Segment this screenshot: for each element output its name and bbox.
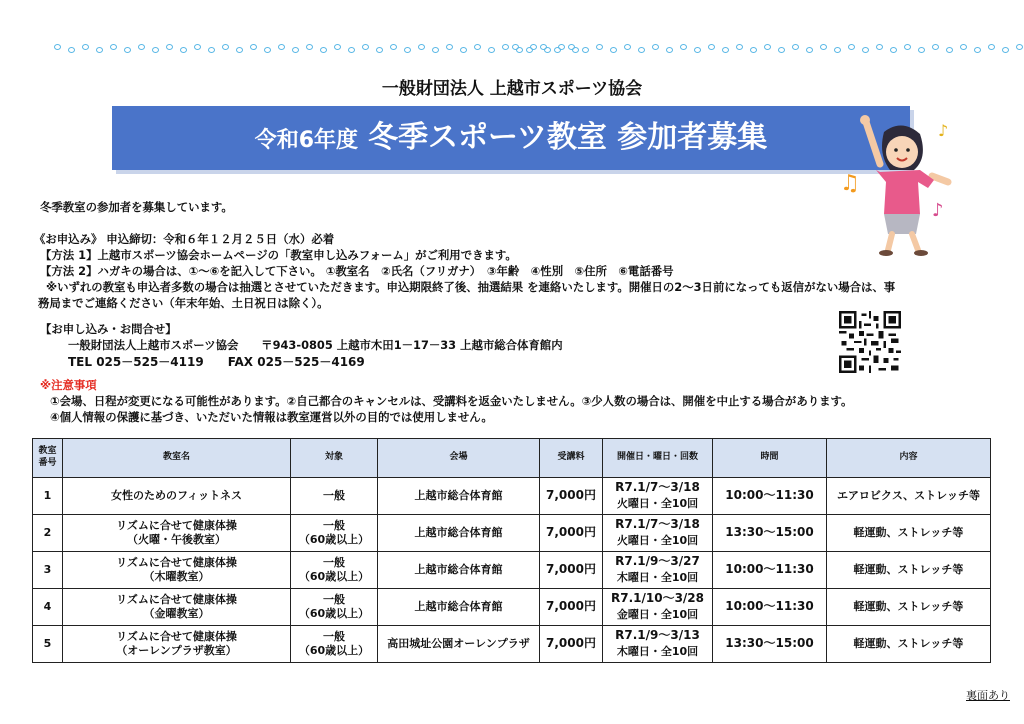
cell-venue: 上越市総合体育館 — [378, 478, 540, 515]
cell-target: 一般 （60歳以上） — [291, 552, 378, 589]
decorative-dot — [764, 44, 771, 50]
decorative-dot — [1016, 44, 1023, 50]
decorative-dot — [820, 44, 827, 50]
notice-line-1: ①会場、日程が変更になる可能性があります。②自己都合のキャンセルは、受講料を返金いたしません。③少人数の場合は、開催を中止する場合があります。 — [50, 394, 853, 408]
decorative-dot — [474, 44, 481, 50]
lottery-note-line-2: 務局までご連絡ください（年末年始、土日祝日は除く）。 — [38, 296, 329, 310]
dot-border-left — [54, 40, 579, 54]
cell-time: 10:00～11:30 — [713, 478, 827, 515]
decorative-dot — [932, 44, 939, 50]
decorative-dot — [526, 47, 533, 53]
decorative-dot — [694, 47, 701, 53]
decorative-dot — [512, 44, 519, 50]
decorative-dot — [124, 47, 131, 53]
cell-venue: 上越市総合体育館 — [378, 589, 540, 626]
header-content: 内容 — [827, 439, 991, 478]
music-note-icon: ♪ — [932, 200, 944, 221]
notice-line-2: ④個人情報の保護に基づき、いただいた情報は教室運営以外の目的では使用しません。 — [50, 410, 493, 424]
lottery-note-line-1: ※いずれの教室も申込者多数の場合は抽選とさせていただきます。申込期限終了後、抽選結果 を連絡いたします。開催日の2～3日前になっても返信がない場合は、事 — [46, 280, 896, 294]
cell-class-name: リズムに合せて健康体操 （金曜教室） — [63, 589, 291, 626]
decorative-dot — [778, 47, 785, 53]
decorative-dot — [1002, 47, 1009, 53]
cell-fee: 7,000円 — [540, 626, 603, 663]
cell-content: 軽運動、ストレッチ等 — [827, 515, 991, 552]
decorative-dot — [54, 44, 61, 50]
music-note-icon: ♪ — [938, 121, 949, 140]
class-schedule-table — [32, 438, 991, 663]
decorative-dot — [488, 47, 495, 53]
decorative-dot — [96, 47, 103, 53]
decorative-dot — [736, 44, 743, 50]
decorative-dot — [264, 47, 271, 53]
decorative-dot — [848, 44, 855, 50]
contact-address: 一般財団法人上越市スポーツ協会 〒943-0805 上越市木田1－17－33 上越市総合体育館内 — [68, 338, 563, 352]
decorative-dot — [194, 44, 201, 50]
cell-target: 一般 （60歳以上） — [291, 626, 378, 663]
cell-fee: 7,000円 — [540, 478, 603, 515]
dot-border-right — [512, 40, 1024, 54]
table-header-row — [33, 439, 991, 478]
decorative-dot — [638, 47, 645, 53]
decorative-dot — [610, 47, 617, 53]
decorative-dot — [250, 44, 257, 50]
cell-number: 4 — [33, 589, 63, 626]
cell-target: 一般 （60歳以上） — [291, 589, 378, 626]
decorative-dot — [82, 44, 89, 50]
table-row — [33, 552, 991, 589]
cell-venue: 高田城址公園オーレンプラザ — [378, 626, 540, 663]
cell-content: 軽運動、ストレッチ等 — [827, 552, 991, 589]
cell-dates: R7.1/10～3/28 金曜日・全10回 — [603, 589, 713, 626]
header-venue: 会場 — [378, 439, 540, 478]
decorative-dot — [624, 44, 631, 50]
decorative-dot — [666, 47, 673, 53]
cell-number: 1 — [33, 478, 63, 515]
banner-year: 令和6年度 — [254, 128, 359, 153]
decorative-dot — [502, 44, 509, 50]
decorative-dot — [554, 47, 561, 53]
cell-class-name: リズムに合せて健康体操 （オーレンプラザ教室） — [63, 626, 291, 663]
header-class-name: 教室名 — [63, 439, 291, 478]
decorative-dot — [292, 47, 299, 53]
decorative-dot — [834, 47, 841, 53]
decorative-dot — [680, 44, 687, 50]
table-row — [33, 589, 991, 626]
cell-number: 2 — [33, 515, 63, 552]
cell-number: 5 — [33, 626, 63, 663]
application-method-2: 【方法 2】ハガキの場合は、①～⑥を記入して下さい。 ①教室名 ②氏名（フリガナ） ③年齢 ④性別 ⑤住所 ⑥電話番号 — [40, 264, 674, 278]
contact-heading: 【お申し込み・お問合せ】 — [40, 322, 177, 336]
decorative-dot — [568, 44, 575, 50]
header-target: 対象 — [291, 439, 378, 478]
decorative-dot — [208, 47, 215, 53]
decorative-dot — [722, 47, 729, 53]
cell-dates: R7.1/7～3/18 火曜日・全10回 — [603, 478, 713, 515]
cell-class-name: リズムに合せて健康体操 （火曜・午後教室） — [63, 515, 291, 552]
decorative-dot — [946, 47, 953, 53]
decorative-dot — [404, 47, 411, 53]
application-deadline: 《お申込み》 申込締切：令和６年１２月２５日（水）必着 — [34, 232, 335, 246]
decorative-dot — [390, 44, 397, 50]
decorative-dot — [376, 47, 383, 53]
decorative-dot — [974, 47, 981, 53]
banner-title: 冬季スポーツ教室 参加者募集 — [368, 120, 768, 155]
header-fee: 受講料 — [540, 439, 603, 478]
decorative-dot — [918, 47, 925, 53]
intro-text: 冬季教室の参加者を募集しています。 — [40, 200, 233, 214]
cell-number: 3 — [33, 552, 63, 589]
decorative-dot — [460, 47, 467, 53]
decorative-dot — [320, 47, 327, 53]
cell-fee: 7,000円 — [540, 552, 603, 589]
cell-dates: R7.1/7～3/18 火曜日・全10回 — [603, 515, 713, 552]
music-note-icon: ♫ — [840, 171, 860, 196]
table-row — [33, 515, 991, 552]
decorative-dot — [222, 44, 229, 50]
cell-venue: 上越市総合体育館 — [378, 552, 540, 589]
decorative-dot — [166, 44, 173, 50]
decorative-dot — [446, 44, 453, 50]
decorative-dot — [306, 44, 313, 50]
cell-content: エアロビクス、ストレッチ等 — [827, 478, 991, 515]
decorative-dot — [582, 47, 589, 53]
cell-venue: 上越市総合体育館 — [378, 515, 540, 552]
decorative-dot — [68, 47, 75, 53]
table-row — [33, 626, 991, 663]
dancing-woman-illustration — [836, 110, 960, 262]
cell-time: 10:00～11:30 — [713, 552, 827, 589]
header-time: 時間 — [713, 439, 827, 478]
contact-phone-fax: TEL 025－525－4119 FAX 025－525－4169 — [68, 355, 365, 369]
back-page-note[interactable]: 裏面あり — [966, 689, 1010, 702]
cell-class-name: リズムに合せて健康体操 （木曜教室） — [63, 552, 291, 589]
decorative-dot — [890, 47, 897, 53]
decorative-dot — [750, 47, 757, 53]
decorative-dot — [904, 44, 911, 50]
cell-fee: 7,000円 — [540, 515, 603, 552]
application-method-1: 【方法 1】上越市スポーツ協会ホームページの「教室申し込みフォーム」がご利用できます。 — [40, 248, 517, 262]
cell-dates: R7.1/9～3/27 木曜日・全10回 — [603, 552, 713, 589]
cell-fee: 7,000円 — [540, 589, 603, 626]
decorative-dot — [278, 44, 285, 50]
decorative-dot — [362, 44, 369, 50]
decorative-dot — [876, 44, 883, 50]
decorative-dot — [708, 44, 715, 50]
cell-time: 13:30～15:00 — [713, 515, 827, 552]
qr-code[interactable] — [839, 311, 901, 373]
decorative-dot — [792, 44, 799, 50]
decorative-dot — [806, 47, 813, 53]
decorative-dot — [596, 44, 603, 50]
decorative-dot — [540, 44, 547, 50]
table-row — [33, 478, 991, 515]
organization-title: 一般財団法人 上越市スポーツ協会 — [381, 79, 643, 99]
decorative-dot — [432, 47, 439, 53]
cell-time: 13:30～15:00 — [713, 626, 827, 663]
cell-dates: R7.1/9～3/13 木曜日・全10回 — [603, 626, 713, 663]
cell-class-name: 女性のためのフィットネス — [63, 478, 291, 515]
decorative-dot — [960, 44, 967, 50]
decorative-dot — [236, 47, 243, 53]
cell-content: 軽運動、ストレッチ等 — [827, 626, 991, 663]
title-banner — [112, 106, 910, 170]
decorative-dot — [334, 44, 341, 50]
cell-target: 一般 （60歳以上） — [291, 515, 378, 552]
cell-time: 10:00～11:30 — [713, 589, 827, 626]
notice-heading: ※注意事項 — [40, 378, 97, 392]
cell-target: 一般 — [291, 478, 378, 515]
decorative-dot — [652, 44, 659, 50]
decorative-dot — [110, 44, 117, 50]
decorative-dot — [138, 44, 145, 50]
decorative-dot — [862, 47, 869, 53]
header-class-number: 教室 番号 — [33, 439, 63, 478]
decorative-dot — [152, 47, 159, 53]
decorative-dot — [418, 44, 425, 50]
decorative-dot — [348, 47, 355, 53]
cell-content: 軽運動、ストレッチ等 — [827, 589, 991, 626]
decorative-dot — [988, 44, 995, 50]
header-dates: 開催日・曜日・回数 — [603, 439, 713, 478]
decorative-dot — [180, 47, 187, 53]
